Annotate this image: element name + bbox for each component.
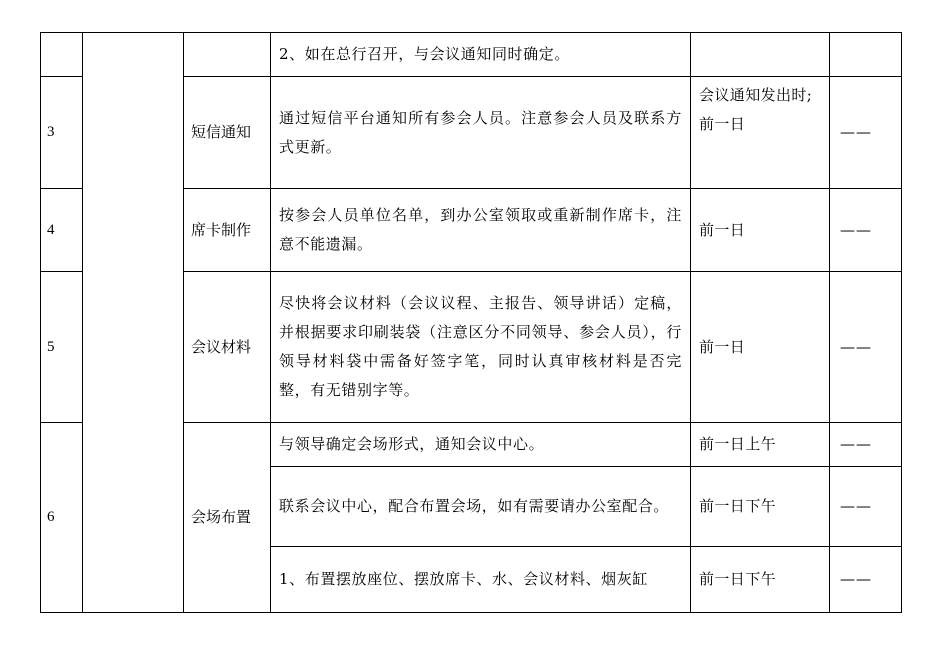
item-description: 联系会议中心，配合布置会场，如有需要请办公室配合。 — [271, 467, 691, 547]
time-line: 前一日 — [699, 115, 746, 133]
row-number: 6 — [41, 423, 83, 613]
item-name — [184, 33, 271, 77]
item-note: —— — [830, 189, 902, 272]
item-description: 尽快将会议材料（会议议程、主报告、领导讲话）定稿，并根据要求印刷装袋（注意区分不同领导、参会人员），行领导材料袋中需备好签字笔，同时认真审核材料是否完整，有无错别字等。 — [271, 272, 691, 423]
time-line: 会议通知发出时; — [699, 86, 813, 104]
item-note: —— — [830, 467, 902, 547]
item-description: 通过短信平台通知所有参会人员。注意参会人员及联系方式更新。 — [271, 77, 691, 189]
item-time: 前一日上午 — [691, 423, 830, 467]
category-cell — [83, 33, 184, 613]
item-time: 前一日 — [691, 272, 830, 423]
item-note: —— — [830, 547, 902, 613]
row-number: 5 — [41, 272, 83, 423]
row-number: 4 — [41, 189, 83, 272]
item-description: 与领导确定会场形式，通知会议中心。 — [271, 423, 691, 467]
table-row — [41, 33, 902, 77]
row-number: 3 — [41, 77, 83, 189]
item-time: 前一日下午 — [691, 547, 830, 613]
item-name: 会场布置 — [184, 423, 271, 613]
item-name: 席卡制作 — [184, 189, 271, 272]
row-number — [41, 33, 83, 77]
item-name: 会议材料 — [184, 272, 271, 423]
item-time: 前一日下午 — [691, 467, 830, 547]
item-note — [830, 33, 902, 77]
item-note: —— — [830, 77, 902, 189]
item-name: 短信通知 — [184, 77, 271, 189]
item-note: —— — [830, 272, 902, 423]
item-time — [691, 33, 830, 77]
task-table — [40, 32, 902, 613]
item-note: —— — [830, 423, 902, 467]
item-time — [691, 77, 830, 189]
item-description: 2、如在总行召开，与会议通知同时确定。 — [271, 33, 691, 77]
item-description: 按参会人员单位名单，到办公室领取或重新制作席卡，注意不能遗漏。 — [271, 189, 691, 272]
item-description: 1、布置摆放座位、摆放席卡、水、会议材料、烟灰缸 — [271, 547, 691, 613]
item-time: 前一日 — [691, 189, 830, 272]
